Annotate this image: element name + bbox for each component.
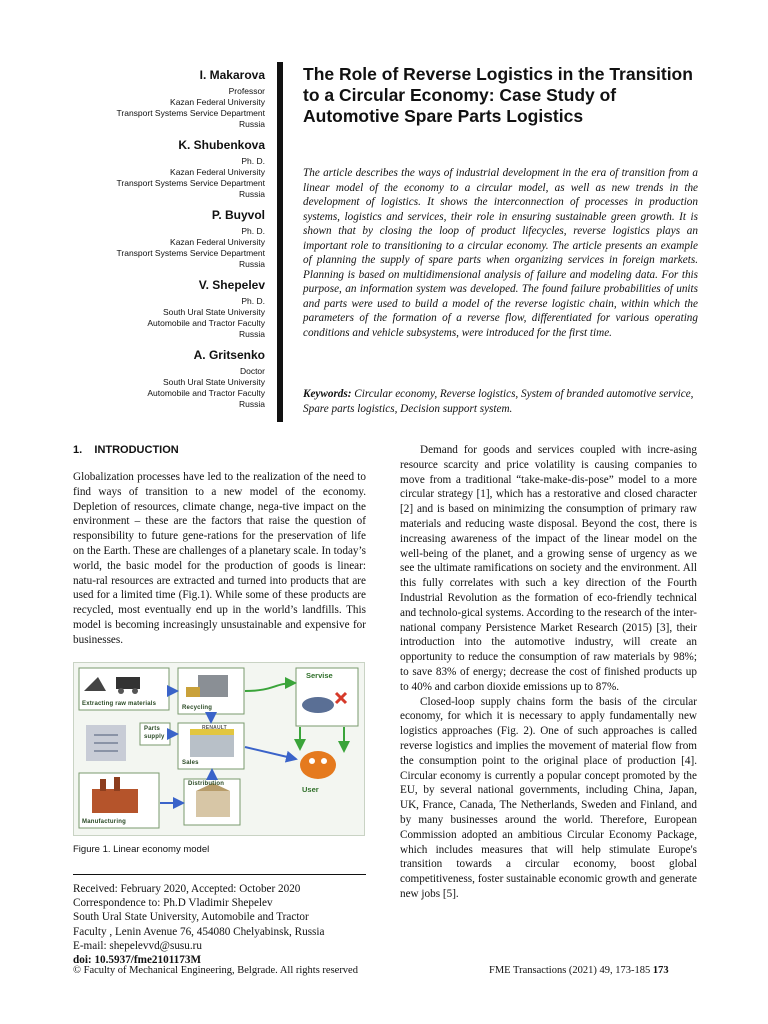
- copyright: © Faculty of Mechanical Engineering, Belgrade. All rights reserved: [73, 965, 358, 976]
- author-name: P. Buyvol: [211, 208, 265, 222]
- figure-caption: Figure 1. Linear economy model: [73, 844, 210, 855]
- label-distribution: Distribution: [188, 781, 225, 787]
- keywords: [303, 387, 698, 416]
- return-arrow: [245, 683, 295, 691]
- label-extracting: Extracting raw materials: [82, 701, 157, 707]
- title-divider-bar: [277, 62, 283, 422]
- author-block: [60, 68, 265, 130]
- author-affiliation-line: Kazan Federal University: [170, 167, 265, 177]
- author-affiliation-line: Doctor: [239, 366, 265, 376]
- label-parts: Parts: [144, 726, 161, 732]
- author-affiliation-line: Transport Systems Service Department: [116, 108, 265, 118]
- author-affiliation-line: Russia: [239, 329, 265, 339]
- author-affiliation-line: Automobile and Tractor Faculty: [147, 388, 265, 398]
- author-name: K. Shubenkova: [178, 138, 265, 152]
- label-sales: Sales: [182, 760, 199, 766]
- doi: doi: 10.5937/fme2101173M: [73, 954, 202, 967]
- author-affiliation-line: Transport Systems Service Department: [116, 178, 265, 188]
- label-user: User: [302, 785, 319, 794]
- author-affiliation-line: Kazan Federal University: [170, 97, 265, 107]
- keywords-text: Circular economy, Reverse logistics, System of branded automotive service, Spare parts logistics, Decision support system.: [303, 388, 694, 415]
- mine-cart-icon: [116, 677, 140, 689]
- right-column: [400, 443, 697, 902]
- warehouse-icon: [196, 791, 230, 817]
- paper-title: The Role of Reverse Logistics in the Transition to a Circular Economy: Case Study of Automotive Spare Parts Logistics: [303, 64, 693, 126]
- flow-arrow: [245, 747, 296, 759]
- section-heading: 1. INTRODUCTION: [73, 444, 179, 456]
- author-block: [60, 208, 265, 270]
- author-affiliation-line: South Ural State University: [162, 377, 265, 387]
- dealership-icon: [190, 733, 234, 757]
- author-affiliation-line: Ph. D.: [241, 296, 265, 306]
- figure-linear-economy: [73, 662, 365, 836]
- author-affiliation-line: Ph. D.: [241, 156, 265, 166]
- journal-footer: [489, 965, 669, 976]
- footnote-line: South Ural State University, Automobile and Tractor: [73, 911, 309, 924]
- paragraph: Closed-loop supply chains form the basis of the circular economy, for which it is necessary to apply fundamentally new logistics approaches (Fig. 2). One of such approaches is called reverse logistics and implies the movement of material flow from the consumption point to the original place of production [4]. Circular economy is currently a popular concept promoted by the EU, by several national governments, including China, Japan, UK, France, Canada, The Netherlands, Sweden and Finland, and by many businesses around the world. Therefore, European Commission adopted an ambitious Circular Economy Package, which includes measures that will help stimulate Europe's transition towards a circular economy, boost global competitiveness, foster sustainable economic growth and generate new jobs [5].: [400, 695, 697, 900]
- label-servise: Servise: [306, 671, 333, 680]
- author-block: [60, 348, 265, 410]
- paragraph: Globalization processes have led to the realization of the need to find ways of transition to a new model of the economy. Depletion of resources, climate change, nega-tive impact on the environment – these are the factors that raise the question of responsibility to future gene-rations for the preservation of life on the Earth. These are challenges of a planetary scale. In today’s world, the basic model for the production of goods is linear: natu-ral resources are extracted and turned into products that are used for a limited time (Fig.1). While some of these products are recycled, most eventually end up in the world’s landfills. This model is becoming increasingly unsustainable and expensive for businesses.: [73, 471, 366, 646]
- footnote-line: E-mail: shepelevvd@susu.ru: [73, 939, 202, 952]
- author-affiliation-line: Kazan Federal University: [170, 237, 265, 247]
- left-column: [73, 470, 366, 648]
- service-car-icon: [302, 697, 334, 713]
- footnote-rule: [73, 874, 366, 875]
- page-number: 173: [652, 965, 669, 976]
- author-affiliation-line: Russia: [239, 189, 265, 199]
- paragraph: Demand for goods and services coupled with incre-asing resource scarcity and price volatility is causing companies to move from a traditional “take-make-dis-pose” model to a more circular strategy [1], which has a restorative and closed character [2] and is based on minimizing the consumption of primary raw materials and reducing waste disposal. Beyond the cost, there is increasing awareness of the impact of the linear model on the well-being of the planet, and a growing sense of urgency as we see the ultimate ramifications on society and the environment. All this fully correlates with such a key direction of the Fourth Industrial Revolution as the formation of eco-friendly technical and technolo-gical systems. According to the research of the inter-national company Persistence Market Research (2015) [3], their introduction into the automotive industry, will create an opportunity to reduce the consumption of raw materials by 98%; to save 83% of energy; decrease the cost of finished products up to 40% and carbon dioxide emissions up to 87%.: [400, 444, 697, 693]
- label-manufacturing: Manufacturing: [82, 819, 126, 825]
- author-affiliation-line: Russia: [239, 399, 265, 409]
- author-list: [60, 68, 265, 418]
- author-block: [60, 138, 265, 200]
- factory-icon: [92, 789, 138, 813]
- author-name: V. Shepelev: [198, 278, 265, 292]
- keywords-label: Keywords:: [303, 388, 352, 400]
- footnote-line: Received: February 2020, Accepted: October 2020: [73, 883, 301, 895]
- journal-reference: FME Transactions (2021) 49, 173-185: [489, 965, 651, 976]
- author-affiliation-line: Ph. D.: [241, 226, 265, 236]
- author-affiliation-line: Automobile and Tractor Faculty: [147, 318, 265, 328]
- label-supply: supply: [144, 734, 165, 740]
- footnote-line: Correspondence to: Ph.D Vladimir Shepelev: [73, 897, 273, 910]
- author-affiliation-line: South Ural State University: [162, 307, 265, 317]
- author-affiliation-line: Russia: [239, 119, 265, 129]
- footnote-line: Faculty , Lenin Avenue 76, 454080 Chelyabinsk, Russia: [73, 925, 325, 938]
- author-affiliation-line: Professor: [228, 86, 265, 96]
- author-name: I. Makarova: [199, 68, 265, 82]
- user-car-icon: [300, 751, 336, 779]
- author-affiliation-line: Russia: [239, 259, 265, 269]
- footnote: [73, 882, 373, 967]
- abstract: The article describes the ways of industrial development in the era of transition from a linear model of the economy to a circular model, as well as new trends in the development of logistics. It shows the interconnection of processes in production systems, logistics and services, their role in ensuring sustainable green growth. It is shown that by closing the loop of product lifecycles, reverse logistics plays an important role to transitioning to a circular economy. The article presents an example of planning the supply of spare parts when organizing services in foreign markets. Planning is based on multidimensional analysis of failure and modeling data. For this purpose, an information system was developed. The found failure probabilities of units and parts were used to build a model of the reverse logistic chain, within which the parameters of the formation of a reverse flow, differentiated for various operating conditions and vehicle subsystems, were introduced for the first time.: [303, 167, 698, 339]
- label-renault: RENAULT: [202, 725, 227, 731]
- author-name: A. Gritsenko: [193, 348, 265, 362]
- recycling-machine-icon: [198, 675, 228, 697]
- label-recycling: Recycling: [182, 705, 213, 711]
- author-affiliation-line: Transport Systems Service Department: [116, 248, 265, 258]
- figure-diagram: [74, 663, 364, 835]
- author-block: [60, 278, 265, 340]
